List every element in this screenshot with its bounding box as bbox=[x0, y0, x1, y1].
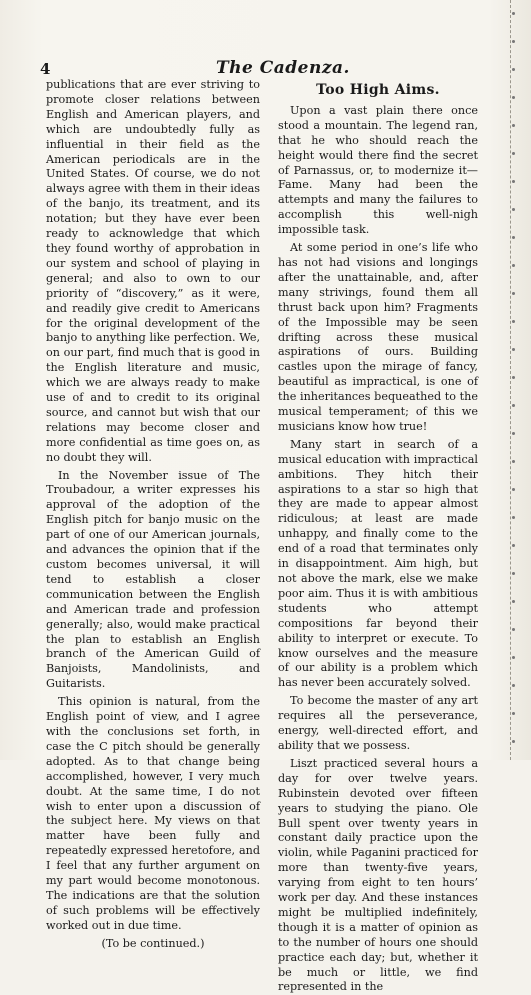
right-column bbox=[278, 83, 478, 995]
left-column bbox=[46, 78, 260, 952]
masthead: The Cadenza. bbox=[216, 58, 350, 78]
paragraph: Upon a vast plain there once stood a mountain. The legend ran, that he who should reach the height would there find the secret of Parnassus, or, to modernize it—Fame. Many had been the attempts and many the failures to accomplish this well-nigh impossible task. bbox=[278, 103, 478, 237]
paragraph: This opinion is natural, from the English point of view, and I agree with the conclusions set forth, in case the C pitch should be generally adopted. As to that change being accomplished, however, I very much doubt. At the same time, I do not wish to enter upon a discussion of the subject here. My views on that matter have been fully and repeatedly expressed heretofore, and I feel that any further argument on my part would become monotonous. The indications are that the solution of such problems will be effectively worked out in due time. bbox=[46, 695, 260, 932]
paragraph: At some period in one’s life who has not had visions and longings after the unattainable, and, after many strivings, found them all thrust back upon him? Fragments of the Impossible may be seen drifting across these musical aspirations of ours. Building castles upon the mirage of fancy, beautiful as impractical, is one of the inheritances bequeathed to the musical temperament; of this we musicians know how true! bbox=[278, 241, 478, 433]
page-header bbox=[40, 58, 480, 80]
page-number: 4 bbox=[40, 60, 51, 78]
binding-edge bbox=[510, 0, 517, 760]
paragraph: Liszt practiced several hours a day for over twelve years. Rubinstein devoted over fifteen years to studying the piano. Ole Bull spent over twenty years in constant daily practice upon the violin, while Paganini practiced for more than twenty-five years, varying from eight to ten hours’ work per day. And these instances might be multiplied indefinitely, though it is a matter of opinion as to the number of hours one should practice each day; but, whether it be much or little, we find represented in the bbox=[278, 756, 478, 994]
paragraph: In the November issue of The Troubadour, a writer expresses his approval of the adoption of the English pitch for banjo music on the part of one of our American journals, and advances the opinion that if the custom becomes universal, it will tend to establish a closer communication between the English and American trade and profession generally; also, would make practical the plan to establish an English branch of the American Guild of Banjoists, Mandolinists, and Guitarists. bbox=[46, 468, 260, 691]
paragraph: publications that are ever striving to promote closer relations between English and American players, and which are undoubtedly fully as influential in their field as the American periodicals are in the United States. Of course, we do not always agree with them in their ideas of the banjo, its treatment, and its notation; but they have ever been ready to acknowledge that which they found worthy of approbation in our system and school of playing in general; and also to own to our priority of “discovery,” as it were, and readily give credit to Americans for the original development of the banjo to anything like perfection. We, on our part, find much that is good in the English literature and music, which we are always ready to make use of and to credit to its original source, and cannot but wish that our relations may become closer and more confidential as time goes on, as no doubt they will. bbox=[46, 78, 260, 464]
paragraph: To become the master of any art requires all the perseverance, energy, well-directed effort, and ability that we possess. bbox=[278, 694, 478, 752]
continued-note: (To be continued.) bbox=[101, 936, 205, 950]
article-title: Too High Aims. bbox=[316, 82, 440, 98]
paragraph: Many start in search of a musical education with impractical ambitions. They hitch their aspirations to a star so high that they are made to appear almost ridiculous; at least are made unhappy, and finally come to the end of a road that terminates only in disappointment. Aim high, but not above the mark, else we make poor aim. Thus it is with ambitious students who attempt compositions far beyond their ability to interpret or execute. To know ourselves and the measure of our ability is a problem which has never been accurately solved. bbox=[278, 437, 478, 690]
